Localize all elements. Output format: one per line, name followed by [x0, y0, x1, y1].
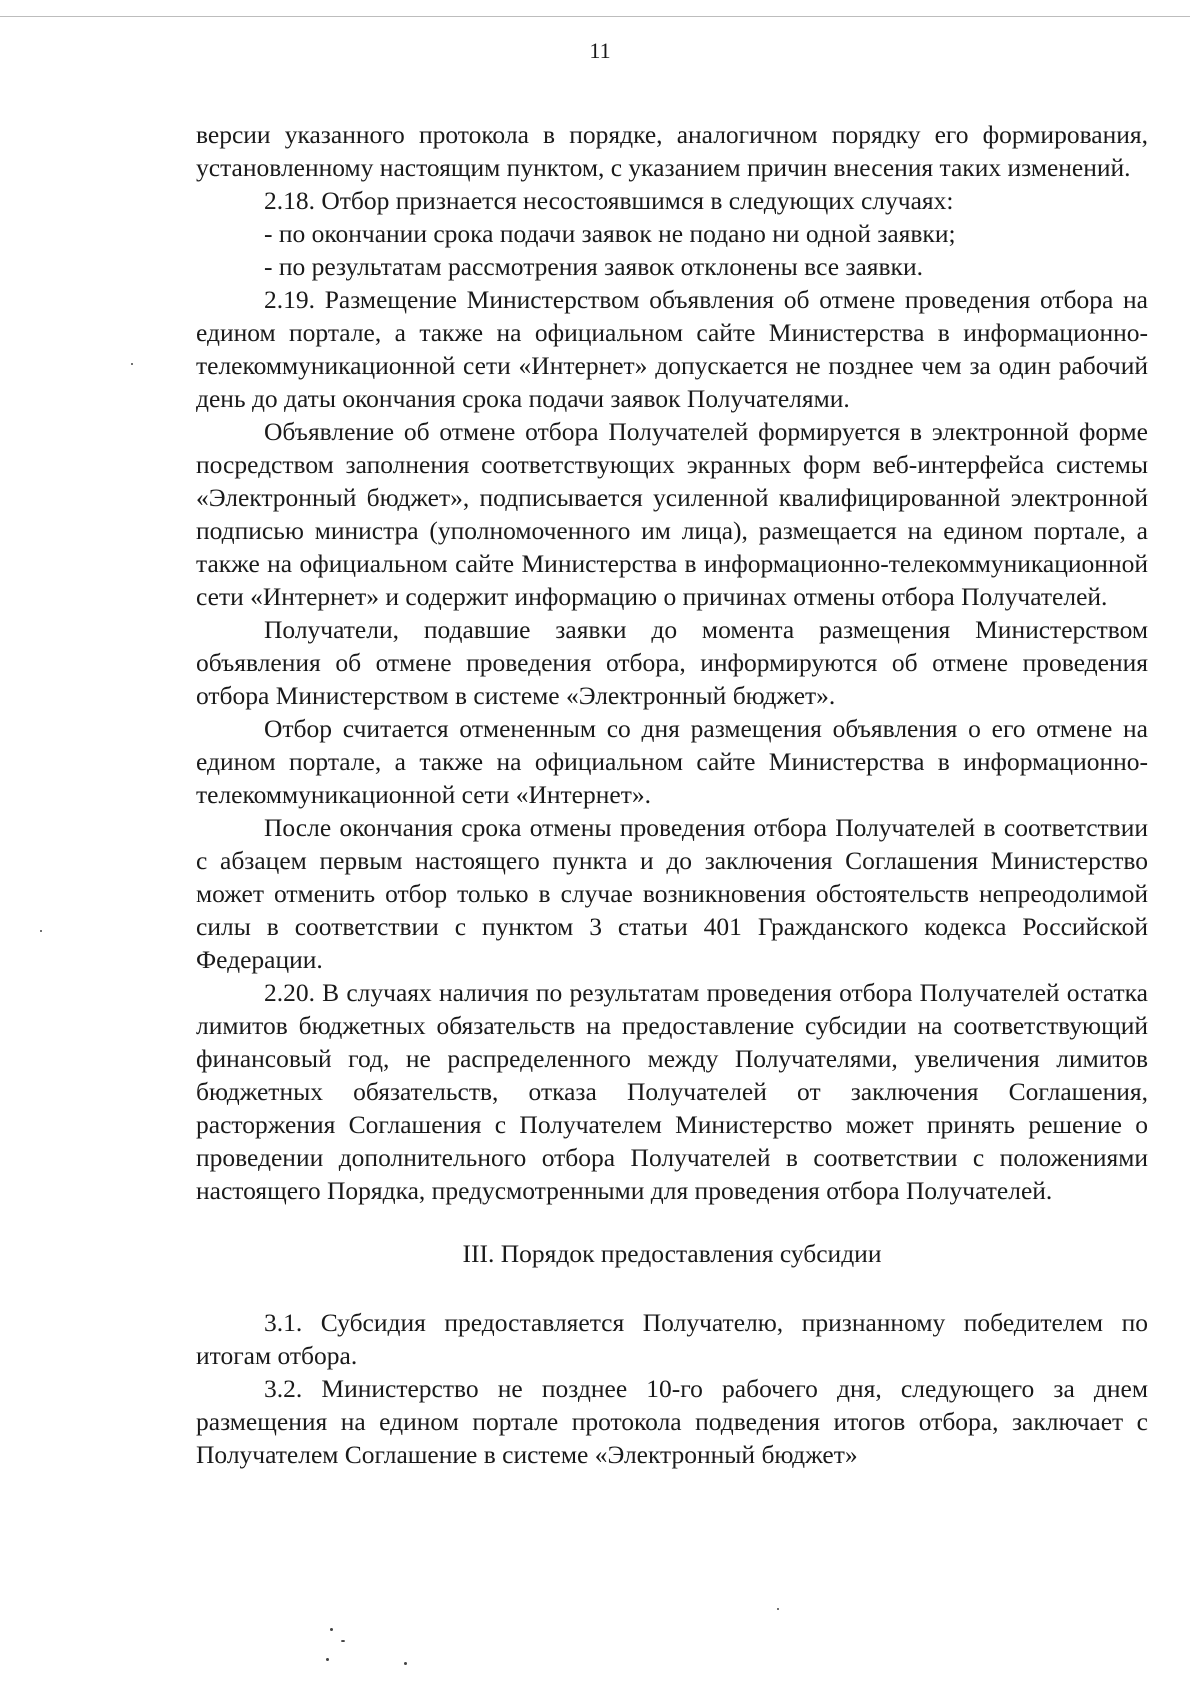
- paragraph-2-20: 2.20. В случаях наличия по результатам проведения отбора Получателей остатка лимитов бюджетных обязательств на предоставление субсидии на соответствующий финансовый год, не распределенного между Получателями, увеличения лимитов бюджетных обязательств, отказа Получателей от заключения Соглашения, расторжения Соглашения с Получателем Министерство может принять решение о проведении дополнительного отбора Получателей в соответствии с положениями настоящего Порядка, предусмотренными для проведения отбора Получателей.: [196, 978, 1148, 1205]
- scan-edge-line: [0, 16, 1190, 17]
- list-item-all-rejected: - по результатам рассмотрения заявок отклонены все заявки.: [264, 252, 923, 281]
- scan-speck: [777, 1608, 779, 1610]
- paragraph-force-majeure: После окончания срока отмены проведения отбора Получателей в соответствии с абзацем первым настоящего пункта и до заключения Соглашения Министерство может отменить отбор только в случае возникновения обстоятельств непреодолимой силы в соответствии с пунктом 3 статьи 401 Гражданского кодекса Российской Федерации.: [196, 813, 1148, 974]
- paragraph-2-19: 2.19. Размещение Министерством объявления об отмене проведения отбора на едином портале, а также на официальном сайте Министерства в информационно-телекоммуникационной сети «Интернет» допускается не позднее чем за один рабочий день до даты окончания срока подачи заявок Получателями.: [196, 285, 1148, 413]
- document-body: [196, 118, 1148, 1471]
- scan-speck: [330, 1628, 333, 1631]
- paragraph-cancellation-effective: Отбор считается отмененным со дня размещения объявления о его отмене на едином портале, а также на официальном сайте Министерства в информационно-телекоммуникационной сети «Интернет».: [196, 714, 1148, 809]
- scan-speck: [131, 363, 133, 365]
- scan-speck: [40, 930, 42, 932]
- paragraph-3-2: 3.2. Министерство не позднее 10-го рабочего дня, следующего за днем размещения на едином портале протокола подведения итогов отбора, заключает с Получателем Соглашение в системе «Электронный бюджет»: [196, 1374, 1148, 1469]
- paragraph-cancellation-notice: Объявление об отмене отбора Получателей формируется в электронной форме посредством заполнения соответствующих экранных форм веб-интерфейса системы «Электронный бюджет», подписывается усиленной квалифицированной электронной подписью министра (уполномоченного им лица), размещается на едином портале, а также на официальном сайте Министерства в информационно-телекоммуникационной сети «Интернет» и содержит информацию о причинах отмены отбора Получателей.: [196, 417, 1148, 611]
- section-heading: III. Порядок предоставления субсидии: [462, 1239, 882, 1268]
- scan-speck: [341, 1640, 345, 1642]
- paragraph-recipients-informed: Получатели, подавшие заявки до момента размещения Министерством объявления об отмене проведения отбора, информируются об отмене проведения отбора Министерством в системе «Электронный бюджет».: [196, 615, 1148, 710]
- list-item-no-applications: - по окончании срока подачи заявок не подано ни одной заявки;: [264, 219, 956, 248]
- paragraph-continuation: версии указанного протокола в порядке, аналогичном порядку его формирования, установленному настоящим пунктом, с указанием причин внесения таких изменений.: [196, 120, 1148, 182]
- paragraph-2-18: 2.18. Отбор признается несостоявшимся в следующих случаях:: [264, 186, 954, 215]
- paragraph-3-1: 3.1. Субсидия предоставляется Получателю, признанному победителем по итогам отбора.: [196, 1308, 1148, 1370]
- scan-speck: [404, 1662, 407, 1665]
- scan-speck: [326, 1658, 329, 1661]
- page-number: 11: [589, 38, 611, 63]
